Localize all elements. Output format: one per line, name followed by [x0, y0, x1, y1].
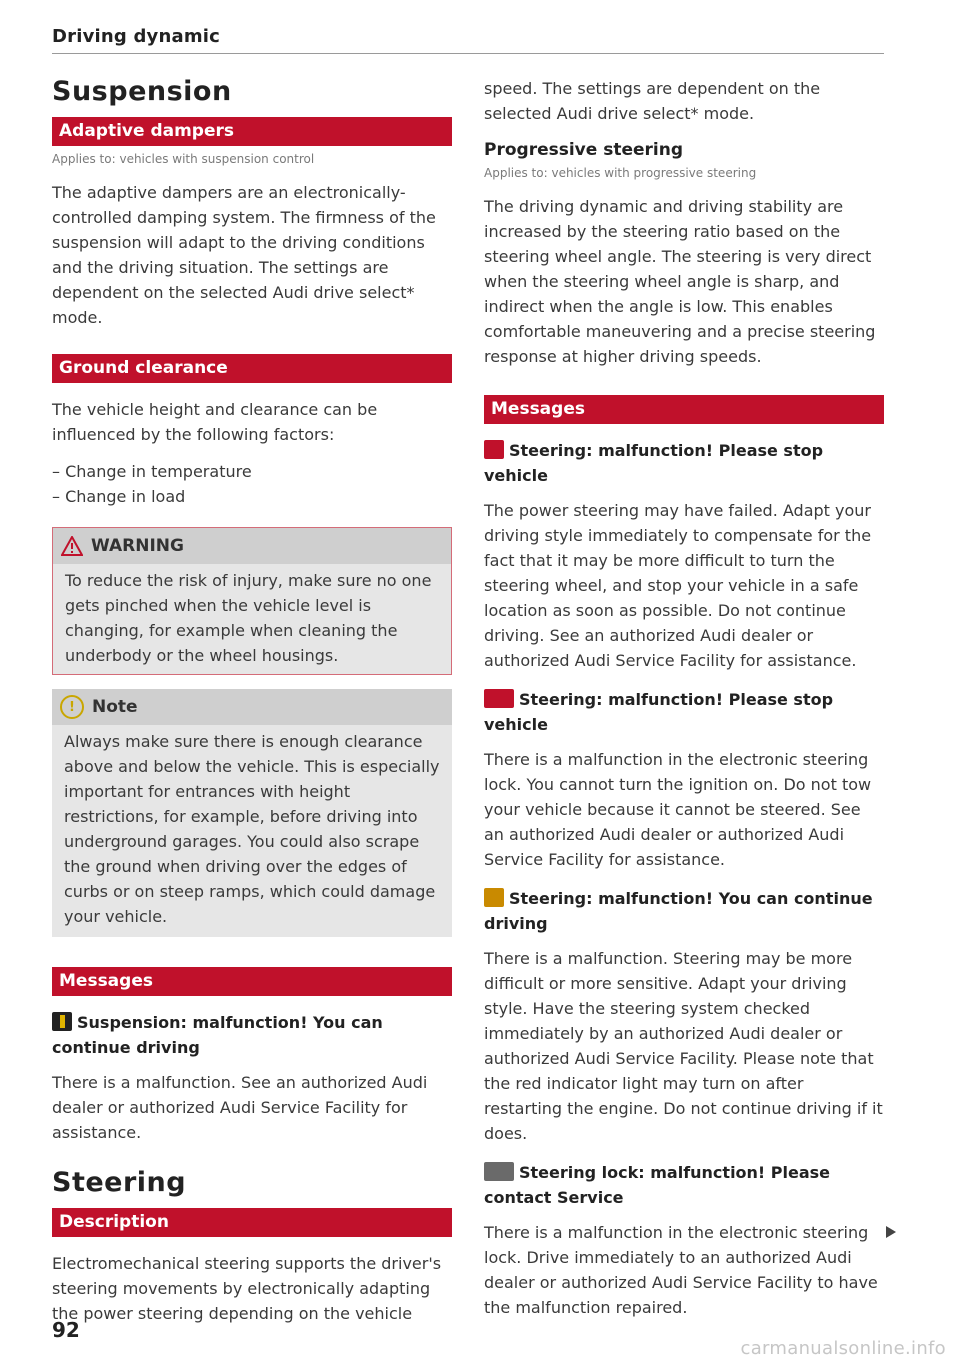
- message-heading: Steering: malfunction! Please stop vehicle: [484, 690, 834, 734]
- warning-box: [52, 527, 452, 675]
- list-item: – Change in load: [52, 487, 186, 506]
- note-body: [52, 725, 452, 937]
- warning-label: WARNING: [91, 536, 184, 556]
- section-title-steering: Steering: [52, 1167, 187, 1198]
- right-column: [484, 70, 884, 1332]
- steering-lock-red-indicator-icon: [484, 689, 514, 708]
- chapter-title: Driving dynamic: [52, 26, 221, 47]
- list-item: – Change in temperature: [52, 462, 252, 481]
- warning-triangle-icon: [61, 536, 83, 556]
- warning-body: [53, 564, 451, 674]
- heading-messages: Messages: [484, 395, 884, 424]
- warning-header: [53, 528, 451, 564]
- paragraph: The vehicle height and clearance can be influenced by the following factors:: [52, 400, 378, 444]
- paragraph: The adaptive dampers are an electronically-controlled damping system. The firmness of the suspension will adapt to the driving conditions and the driving situation. The settings are dependent on the selected Audi drive select* mode.: [52, 183, 436, 327]
- note-box: [52, 689, 452, 937]
- page-header: [52, 26, 884, 54]
- note-icon: !: [60, 695, 84, 719]
- left-column: [52, 70, 452, 1338]
- paragraph: There is a malfunction. See an authorized Audi dealer or authorized Audi Service Facility for assistance.: [52, 1073, 428, 1142]
- note-text: Always make sure there is enough clearance above and below the vehicle. This is especially important for entrances with height restrictions, for example, before driving into underground garages. You could also scrape the ground when driving over the edges of curbs or on steep ramps, which could damage your vehicle.: [64, 732, 440, 926]
- watermark: carmanualsonline.info: [740, 1338, 946, 1359]
- heading-messages: Messages: [52, 967, 452, 996]
- paragraph: Electromechanical steering supports the driver's steering movements by electronically adapting the power steering depending on the vehicle: [52, 1254, 442, 1323]
- paragraph: There is a malfunction. Steering may be more difficult or more sensitive. Adapt your driving style. Have the steering system checked immediately by an authorized Audi dealer or authorized Audi Service Facility. Please note that the red indicator light may turn on after restarting the engine. Do not continue driving if it does.: [484, 949, 883, 1143]
- applies-note: Applies to: vehicles with suspension control: [52, 152, 315, 166]
- message-heading: Suspension: malfunction! You can continue driving: [52, 1013, 383, 1057]
- heading-ground-clearance: Ground clearance: [52, 354, 452, 383]
- paragraph: speed. The settings are dependent on the selected Audi drive select* mode.: [484, 79, 821, 123]
- message-heading: Steering: malfunction! You can continue driving: [484, 889, 873, 933]
- factor-list: [52, 459, 452, 509]
- paragraph: There is a malfunction in the electronic steering lock. Drive immediately to an authorized Audi dealer or authorized Audi Service Facility to have the malfunction repaired.: [484, 1223, 878, 1317]
- warning-text: To reduce the risk of injury, make sure no one gets pinched when the vehicle level is changing, for example when cleaning the underbody or the wheel housings.: [65, 571, 432, 665]
- paragraph: The power steering may have failed. Adapt your driving style immediately to compensate for the fact that it may be more difficult to turn the steering wheel, and stop your vehicle in a safe location as soon as possible. Do not continue driving. See an authorized Audi dealer or authorized Audi Service Facility for assistance.: [484, 501, 872, 670]
- heading-adaptive-dampers: Adaptive dampers: [52, 117, 452, 146]
- header-divider: [52, 53, 884, 54]
- applies-note: Applies to: vehicles with progressive steering: [484, 166, 757, 180]
- section-title-suspension: Suspension: [52, 76, 232, 107]
- steering-yellow-indicator-icon: [484, 888, 504, 907]
- heading-progressive-steering: Progressive steering: [484, 140, 683, 160]
- paragraph: There is a malfunction in the electronic steering lock. You cannot turn the ignition on. Do not tow your vehicle because it cannot be steered. See an authorized Audi dealer or authorized Audi Service Facility for assistance.: [484, 750, 872, 869]
- paragraph: The driving dynamic and driving stability are increased by the steering ratio based on the steering wheel angle. The steering is very direct when the steering wheel angle is sharp, and indirect when the angle is low. This enables comfortable maneuvering and a precise steering response at higher driving speeds.: [484, 197, 876, 366]
- suspension-indicator-icon: [52, 1012, 72, 1031]
- message-heading: Steering: malfunction! Please stop vehicle: [484, 441, 824, 485]
- heading-description: Description: [52, 1208, 452, 1237]
- note-label: Note: [92, 697, 138, 717]
- note-header: [52, 689, 452, 725]
- steering-lock-indicator-icon: [484, 1162, 514, 1181]
- message-heading: Steering lock: malfunction! Please contact Service: [484, 1163, 831, 1207]
- steering-red-indicator-icon: [484, 440, 504, 459]
- continue-arrow-icon: [886, 1226, 896, 1238]
- page-number: 92: [52, 1318, 80, 1342]
